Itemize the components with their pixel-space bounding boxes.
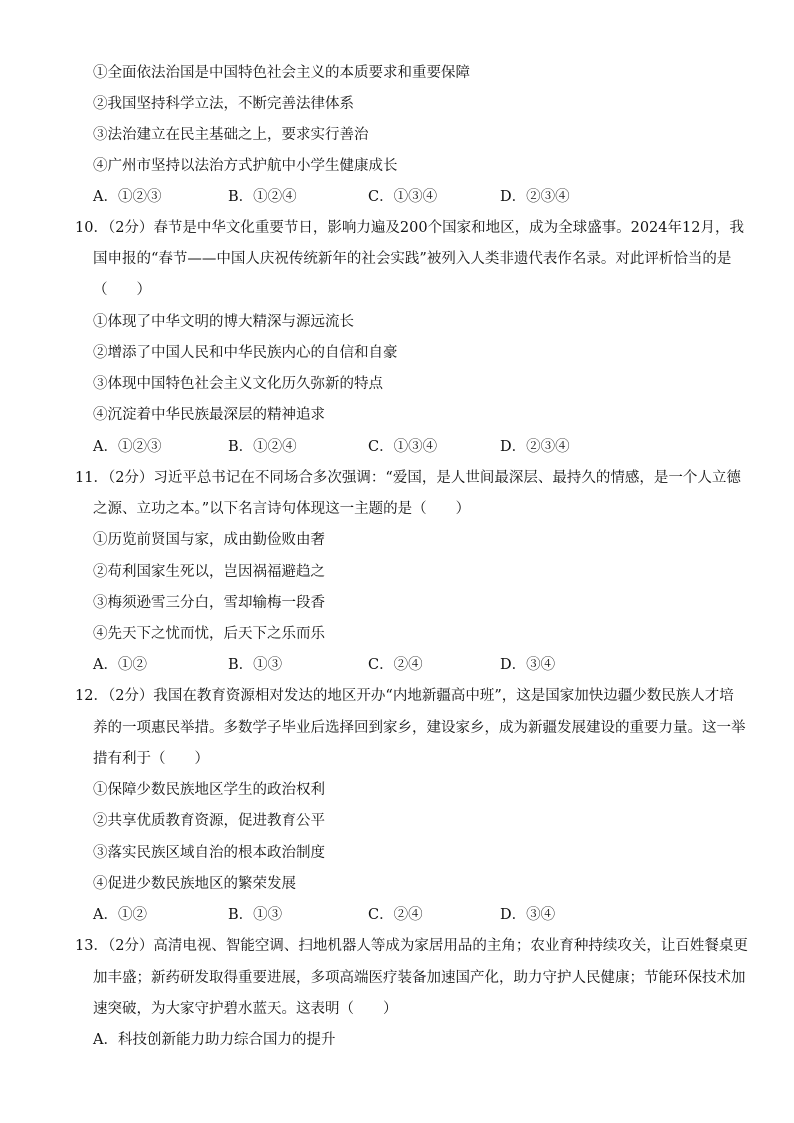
q11-statement-3: ③梅须逊雪三分白，雪却输梅一段香: [93, 595, 325, 611]
q9-choice-b[interactable]: B．①②④: [228, 189, 297, 205]
q12-stem-line-2: 养的一项惠民举措。多数学子毕业后选择回到家乡，建设家乡，成为新疆发展建设的重要力量。这一举: [93, 720, 746, 736]
q9-statement-2: ②我国坚持科学立法，不断完善法律体系: [93, 96, 354, 112]
q12-statement-1: ①保障少数民族地区学生的政治权利: [93, 782, 325, 798]
q10-choice-c[interactable]: C．①③④: [368, 439, 438, 455]
q9-statement-4: ④广州市坚持以法治方式护航中小学生健康成长: [93, 158, 398, 174]
q10-statement-2: ②增添了中国人民和中华民族内心的自信和自豪: [93, 345, 398, 361]
q12-stem-line-3: 措有利于（ ）: [93, 751, 209, 767]
q12-statement-3: ③落实民族区域自治的根本政治制度: [93, 845, 325, 861]
q11-statement-1: ①历览前贤国与家，成由勤俭败由奢: [93, 532, 325, 548]
q11-choice-a[interactable]: A．①②: [93, 657, 147, 673]
q9-choice-d[interactable]: D．②③④: [500, 189, 570, 205]
q10-statement-1: ①体现了中华文明的博大精深与源远流长: [93, 314, 354, 330]
q12-statement-4: ④促进少数民族地区的繁荣发展: [93, 876, 296, 892]
q9-choice-c[interactable]: C．①③④: [368, 189, 438, 205]
q11-statement-2: ②苟利国家生死以，岂因祸福避趋之: [93, 564, 325, 580]
q10-choice-d[interactable]: D．②③④: [500, 439, 570, 455]
q11-choice-d[interactable]: D．③④: [500, 657, 556, 673]
q10-choice-b[interactable]: B．①②④: [228, 439, 297, 455]
q10-stem-line-1: 10．（2分）春节是中华文化重要节日，影响力遍及200个国家和地区，成为全球盛事。2024年12月，我: [75, 220, 744, 236]
q9-choice-a[interactable]: A．①②③: [93, 189, 162, 205]
q12-choice-d[interactable]: D．③④: [500, 907, 556, 923]
q10-statement-4: ④沉淀着中华民族最深层的精神追求: [93, 407, 325, 423]
q9-statement-3: ③法治建立在民主基础之上，要求实行善治: [93, 127, 369, 143]
q13-stem-line-2: 加丰盛；新药研发取得重要进展，多项高端医疗装备加速国产化，助力守护人民健康；节能环保技术加: [93, 970, 746, 986]
q11-choice-c[interactable]: C．②④: [368, 657, 423, 673]
q13-stem-line-1: 13．（2分）高清电视、智能空调、扫地机器人等成为家居用品的主角；农业育种持续攻关，让百姓餐桌更: [75, 938, 748, 954]
q13-stem-line-3: 速突破，为大家守护碧水蓝天。这表明（ ）: [93, 1001, 398, 1017]
q13-choice-a[interactable]: A．科技创新能力助力综合国力的提升: [93, 1032, 336, 1048]
q11-choice-b[interactable]: B．①③: [228, 657, 283, 673]
q10-stem-line-3: （ ）: [93, 282, 151, 298]
q12-choice-b[interactable]: B．①③: [228, 907, 283, 923]
q12-statement-2: ②共享优质教育资源，促进教育公平: [93, 813, 325, 829]
q10-choice-a[interactable]: A．①②③: [93, 439, 162, 455]
q12-choice-c[interactable]: C．②④: [368, 907, 423, 923]
q12-stem-line-1: 12．（2分）我国在教育资源相对发达的地区开办“内地新疆高中班”，这是国家加快边疆少数民族人才培: [75, 688, 734, 704]
q10-stem-line-2: 国申报的“春节——中国人庆祝传统新年的社会实践”被列入人类非遗代表作名录。对此评析恰当的是: [93, 251, 732, 267]
q11-stem-line-2: 之源、立功之本。”以下名言诗句体现这一主题的是（ ）: [93, 501, 471, 517]
q11-statement-4: ④先天下之忧而忧，后天下之乐而乐: [93, 626, 325, 642]
q10-statement-3: ③体现中国特色社会主义文化历久弥新的特点: [93, 376, 383, 392]
q9-statement-1: ①全面依法治国是中国特色社会主义的本质要求和重要保障: [93, 65, 470, 81]
q11-stem-line-1: 11．（2分）习近平总书记在不同场合多次强调：“爱国，是人世间最深层、最持久的情感，是一个人立德: [75, 470, 741, 486]
q12-choice-a[interactable]: A．①②: [93, 907, 147, 923]
